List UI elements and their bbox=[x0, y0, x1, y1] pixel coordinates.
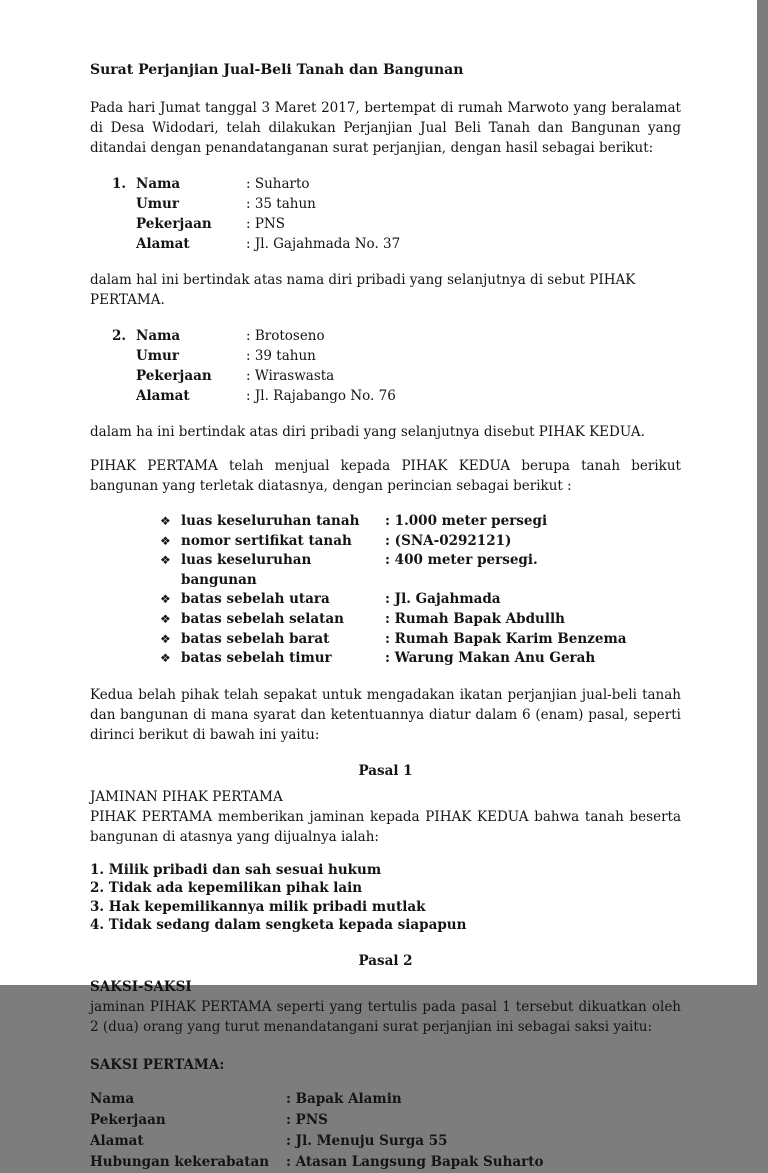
party-1-note: dalam hal ini bertindak atas nama diri pribadi yang selanjutnya di sebut PIHAK PERTAMA. bbox=[90, 272, 636, 308]
property-label: batas sebelah selatan bbox=[181, 610, 344, 627]
field-label: Alamat bbox=[136, 236, 190, 252]
property-detail-row bbox=[160, 590, 681, 610]
field-value: : Suharto bbox=[246, 176, 310, 192]
field-value: : Jl. Menuju Surga 55 bbox=[286, 1132, 448, 1149]
property-value: : Warung Makan Anu Gerah bbox=[385, 650, 596, 667]
diamond-bullet-icon: ❖ bbox=[160, 533, 171, 548]
property-detail-row bbox=[160, 551, 681, 590]
field-label: Hubungan kekerabatan bbox=[90, 1153, 270, 1170]
field-value: : Brotoseno bbox=[246, 328, 325, 344]
property-label: batas sebelah barat bbox=[181, 630, 330, 647]
field-label: Nama bbox=[136, 176, 181, 192]
field-value: : Wiraswasta bbox=[246, 368, 335, 384]
pasal-2-subheading: SAKSI-SAKSI bbox=[90, 978, 192, 995]
diamond-bullet-icon: ❖ bbox=[160, 592, 171, 607]
party-1-field-nama bbox=[136, 174, 681, 194]
property-value: : (SNA-0292121) bbox=[385, 532, 512, 549]
field-value: : Atasan Langsung Bapak Suharto bbox=[286, 1153, 544, 1170]
party-1-block bbox=[112, 174, 681, 254]
property-value: : Rumah Bapak Abdullh bbox=[385, 610, 565, 627]
property-value: : 400 meter persegi. bbox=[385, 552, 538, 569]
property-detail-row bbox=[160, 532, 681, 552]
party-2-block bbox=[112, 326, 681, 406]
field-value: : 39 tahun bbox=[246, 348, 316, 364]
pasal-1-intro: PIHAK PERTAMA memberikan jaminan kepada PIHAK KEDUA bahwa tanah beserta bangunan di atasnya yang dijualnya ialah: bbox=[90, 808, 681, 845]
property-label: nomor sertifikat tanah bbox=[181, 532, 352, 549]
pasal-1-heading: Pasal 1 bbox=[358, 762, 413, 779]
diamond-bullet-icon: ❖ bbox=[160, 611, 171, 626]
saksi-pertama-heading: SAKSI PERTAMA: bbox=[90, 1056, 225, 1073]
party-2-field-pekerjaan bbox=[136, 366, 681, 386]
pasal-1-subheading: JAMINAN PIHAK PERTAMA bbox=[90, 788, 283, 805]
property-value: : Rumah Bapak Karim Benzema bbox=[385, 630, 627, 647]
field-label: Umur bbox=[136, 348, 179, 364]
saksi-field-nama bbox=[90, 1089, 681, 1110]
property-detail-row bbox=[160, 630, 681, 650]
pasal-1-item: 1. Milik pribadi dan sah sesuai hukum bbox=[90, 861, 382, 878]
pasal-2-heading: Pasal 2 bbox=[358, 952, 413, 969]
field-value: : Jl. Rajabango No. 76 bbox=[246, 388, 396, 404]
field-label: Pekerjaan bbox=[136, 368, 212, 384]
document-title: Surat Perjanjian Jual-Beli Tanah dan Bangunan bbox=[90, 62, 464, 78]
property-detail-row bbox=[160, 649, 681, 669]
field-label: Alamat bbox=[136, 388, 190, 404]
field-label: Nama bbox=[136, 328, 181, 344]
intro-paragraph: Pada hari Jumat tanggal 3 Maret 2017, bertempat di rumah Marwoto yang beralamat di Desa Widodari, telah dilakukan Perjanjian Jual Beli Tanah dan Bangunan yang ditandai dengan penandatanganan surat perjanjian, dengan hasil sebagai berikut: bbox=[90, 100, 681, 156]
field-label: Pekerjaan bbox=[90, 1111, 166, 1128]
property-label: batas sebelah timur bbox=[181, 650, 332, 667]
pasal-2-intro: jaminan PIHAK PERTAMA seperti yang tertulis pada pasal 1 tersebut dikuatkan oleh 2 (dua) orang yang turut menandatangani surat perjanjian ini sebagai saksi yaitu: bbox=[90, 998, 681, 1035]
party-2-field-umur bbox=[136, 346, 681, 366]
property-details-list bbox=[160, 512, 681, 669]
diamond-bullet-icon: ❖ bbox=[160, 553, 171, 568]
diamond-bullet-icon: ❖ bbox=[160, 514, 171, 528]
property-detail-row bbox=[160, 610, 681, 630]
party-2-field-alamat bbox=[136, 386, 681, 406]
field-value: : Bapak Alamin bbox=[286, 1090, 402, 1107]
diamond-bullet-icon: ❖ bbox=[160, 631, 171, 646]
diamond-bullet-icon: ❖ bbox=[160, 651, 171, 666]
property-detail-row bbox=[160, 512, 681, 532]
field-label: Nama bbox=[90, 1090, 135, 1107]
saksi-field-hubungan bbox=[90, 1152, 681, 1173]
saksi-pertama-block bbox=[90, 1089, 681, 1173]
field-label: Umur bbox=[136, 196, 179, 212]
saksi-field-alamat bbox=[90, 1131, 681, 1152]
pasal-1-item: 2. Tidak ada kepemilikan pihak lain bbox=[90, 880, 363, 897]
party-2-field-nama bbox=[136, 326, 681, 346]
field-value: : Jl. Gajahmada No. 37 bbox=[246, 236, 401, 252]
property-value: : 1.000 meter persegi bbox=[385, 513, 548, 529]
party-1-number: 1. bbox=[112, 176, 127, 192]
field-label: Pekerjaan bbox=[136, 216, 212, 232]
saksi-field-pekerjaan bbox=[90, 1110, 681, 1131]
field-value: : PNS bbox=[246, 216, 285, 232]
party-2-number: 2. bbox=[112, 328, 127, 344]
pasal-1-items bbox=[90, 861, 681, 935]
property-value: : Jl. Gajahmada bbox=[385, 591, 501, 608]
pasal-1-item: 4. Tidak sedang dalam sengketa kepada siapapun bbox=[90, 917, 467, 934]
party-2-note: dalam ha ini bertindak atas diri pribadi yang selanjutnya disebut PIHAK KEDUA. bbox=[90, 424, 645, 440]
property-label: luas keseluruhan bangunan bbox=[181, 552, 312, 588]
party-1-field-alamat bbox=[136, 234, 681, 254]
field-value: : PNS bbox=[286, 1111, 328, 1128]
field-label: Alamat bbox=[90, 1132, 144, 1149]
pasal-1-item: 3. Hak kepemilikannya milik pribadi mutlak bbox=[90, 898, 426, 915]
property-label: batas sebelah utara bbox=[181, 591, 330, 608]
party-1-field-umur bbox=[136, 194, 681, 214]
property-label: luas keseluruhan tanah bbox=[181, 513, 360, 529]
sale-paragraph: PIHAK PERTAMA telah menjual kepada PIHAK KEDUA berupa tanah berikut bangunan yang terletak diatasnya, dengan perincian sebagai berikut : bbox=[90, 458, 681, 494]
agreement-paragraph: Kedua belah pihak telah sepakat untuk mengadakan ikatan perjanjian jual-beli tanah dan bangunan di mana syarat dan ketentuannya diatur dalam 6 (enam) pasal, seperti dirinci berikut di bawah ini yaitu: bbox=[90, 686, 681, 743]
party-1-field-pekerjaan bbox=[136, 214, 681, 234]
field-value: : 35 tahun bbox=[246, 196, 316, 212]
